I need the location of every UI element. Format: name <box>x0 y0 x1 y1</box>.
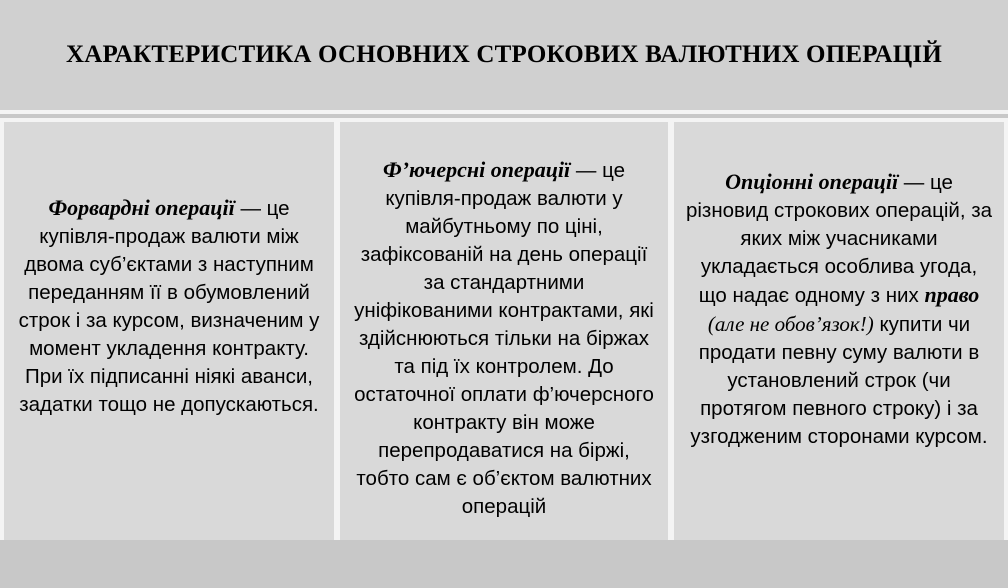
option-not-obligation-note: (але не обов’язок!) <box>707 312 874 336</box>
option-definition-part-1: — це різновид строкових операцій, за яких між учасниками укладається особлива угода, що надає одному з них <box>685 171 993 307</box>
forward-operations-column <box>4 122 334 540</box>
forward-definition: — це купівля-продаж валюти між двома суб’єктами з наступним переданням її в обумовлений строк і за курсом, визначеним у момент укладення контракту. При їх підписанні ніякі аванси, задатки тощо не допускаються. <box>18 197 320 416</box>
option-operations-column <box>674 122 1004 540</box>
option-right-emphasis: право <box>924 282 980 307</box>
footer-bar <box>0 540 1008 588</box>
title-bar <box>0 0 1008 114</box>
option-definition-part-2: купити чи продати певну суму валюти в установлений строк (чи протягом певного строку) і за узгодженим сторонами курсом. <box>690 313 988 448</box>
option-term: Опціонні операції <box>725 169 899 194</box>
futures-term: Ф’ючерсні операції <box>383 157 571 182</box>
operations-columns <box>0 118 1008 540</box>
page-title: ХАРАКТЕРИСТИКА ОСНОВНИХ СТРОКОВИХ ВАЛЮТНИХ ОПЕРАЦІЙ <box>66 41 942 68</box>
forward-term: Форвардні операції <box>48 195 235 220</box>
futures-operations-column <box>340 122 668 540</box>
futures-definition: — це купівля-продаж валюти у майбутньому по ціні, зафіксованій на день операції за стандартними уніфікованими контрактами, які здійснюються тільки на біржах та під їх контролем. До остаточної оплати ф’ючерсного контракту він може перепродаватися на біржі, тобто сам є об’єктом валютних операцій <box>354 159 654 518</box>
